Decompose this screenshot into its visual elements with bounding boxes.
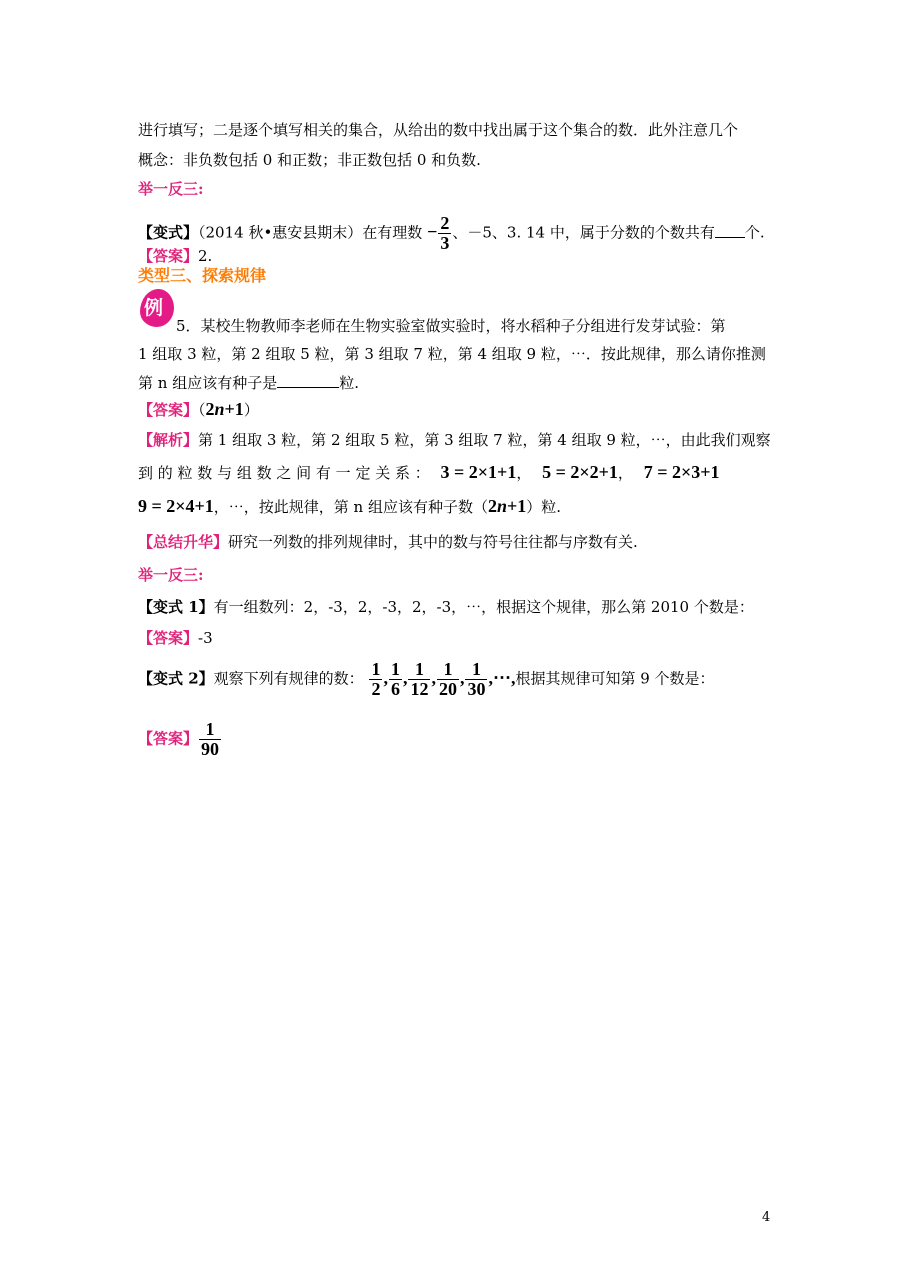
answer-v2-tag: 【答案】	[138, 729, 199, 748]
fraction-num: 2	[440, 213, 450, 233]
equation-2: 5 = 2×2+1	[542, 462, 618, 482]
seq-fraction-4	[437, 660, 459, 699]
problem5-line-2: 1 组取 3 粒，第 2 组取 5 粒，第 3 组取 7 粒，第 4 组取 9 粒，⋯．按此规律，那么请你推测	[138, 345, 766, 363]
equation-4: 9 = 2×4+1	[138, 496, 214, 516]
answer5-close: ）	[243, 401, 259, 419]
analysis5-line-2	[138, 461, 719, 484]
sep-2: ，	[617, 464, 633, 482]
answer5-expr-a: 2	[205, 399, 215, 419]
summary-tag: 【总结升华】	[138, 533, 229, 551]
answer-blank	[715, 222, 745, 238]
analysis-tag: 【解析】	[138, 431, 199, 449]
intro-line-1: 进行填写；二是逐个填写相关的集合，从给出的数中找出属于这个集合的数．此外注意几个	[138, 121, 739, 139]
variant-source: （2014 秋•惠安县期末）在有理数	[198, 223, 423, 242]
analysis-expr	[488, 496, 526, 516]
answer-v2-fraction	[199, 720, 221, 759]
answer-v1	[138, 627, 213, 649]
summary-text: 研究一列数的排列规律时，其中的数与符号往往都与序数有关.	[228, 533, 638, 551]
analysis-line3-end: ）粒.	[526, 498, 562, 516]
seq-fraction-3-den: 12	[410, 679, 429, 699]
answer-v1-value: -3	[198, 629, 213, 647]
answer5-expr-var: n	[214, 399, 225, 419]
seq-fraction-1-den: 2	[371, 679, 381, 699]
answer5	[138, 398, 259, 421]
problem5-blank	[277, 372, 339, 388]
seq-fraction-1-num: 1	[371, 659, 381, 679]
answer5-expr	[206, 399, 244, 419]
answer-v2-num: 1	[199, 720, 221, 740]
problem5-line-1: 5．某校生物教师李老师在生物实验室做实验时，将水稻种子分组进行发芽试验：第	[176, 317, 726, 335]
seq-fraction-2-num: 1	[390, 659, 400, 679]
practice-heading-2: 举一反三:	[138, 566, 204, 584]
fraction-two-thirds	[438, 214, 451, 253]
variant2	[138, 660, 715, 699]
answer5-open: （	[198, 401, 206, 419]
page-number: 4	[762, 1210, 771, 1225]
answer-v2-den: 90	[201, 739, 220, 759]
answer5-tag: 【答案】	[138, 401, 199, 419]
seq-fraction-5-den: 30	[467, 679, 486, 699]
variant2-text: 观察下列有规律的数：	[213, 669, 364, 688]
analysis-expr-b: +1	[507, 496, 527, 516]
seq-fraction-1	[369, 660, 382, 699]
seq-fraction-5-num: 1	[465, 660, 487, 680]
variant2-tag: 【变式 2】	[138, 669, 214, 688]
problem5-line3-start: 第 n 组应该有种子是	[138, 374, 278, 392]
variant1-tag: 【变式 1】	[138, 598, 214, 616]
seq-fraction-2-den: 6	[390, 679, 400, 699]
analysis-expr-var: n	[496, 496, 507, 516]
summary	[138, 531, 638, 553]
equation-1: 3 = 2×1+1	[440, 462, 517, 482]
fraction-den: 3	[440, 233, 450, 253]
problem5-line3-end: 粒.	[339, 374, 359, 392]
seq-fraction-3-num: 1	[408, 660, 430, 680]
variant-example	[138, 214, 765, 253]
seq-fraction-4-den: 20	[438, 679, 457, 699]
comma-3: ,	[431, 667, 436, 688]
analysis-line1: 第 1 组取 3 粒，第 2 组取 5 粒，第 3 组取 7 粒，第 4 组取 9 粒，⋯，由此我们观察	[198, 431, 771, 449]
variant1	[138, 596, 754, 618]
comma-1: ,	[383, 667, 388, 688]
analysis-line3-text: ，⋯，按此规律，第 n 组应该有种子数（	[213, 498, 488, 516]
analysis5-line-1	[138, 429, 771, 451]
sequence-ellipsis: ,⋯,	[488, 667, 516, 688]
type3-heading: 类型三、探索规律	[138, 266, 267, 285]
answer-tag: 【答案】	[138, 247, 199, 265]
seq-fraction-2	[389, 660, 402, 699]
variant-tag: 【变式】	[138, 223, 199, 242]
seq-fraction-5	[465, 660, 487, 699]
intro-line-2: 概念：非负数包括 0 和正数；非正数包括 0 和负数.	[138, 151, 481, 169]
variant-after: 、－5、3. 14 中，属于分数的个数共有	[452, 223, 715, 242]
analysis-line2-text: 到 的 粒 数 与 组 数 之 间 有 一 定 关 系 ：	[138, 464, 430, 482]
variant1-text: 有一组数列：2，-3，2，-3，2，-3，⋯，根据这个规律，那么第 2010 个数是：	[213, 598, 754, 616]
equation-3: 7 = 2×3+1	[643, 462, 720, 482]
answer-value: 2.	[198, 247, 213, 265]
seq-fraction-4-num: 1	[437, 660, 459, 680]
sep-1: ，	[516, 464, 532, 482]
answer5-expr-b: +1	[224, 399, 244, 419]
answer-v2	[138, 720, 222, 759]
example-icon	[138, 287, 176, 329]
example-icon-char: 例	[144, 297, 164, 319]
answer-v1-tag: 【答案】	[138, 629, 199, 647]
variant2-tail: 根据其规律可知第 9 个数是：	[515, 669, 715, 688]
analysis5-line-3	[138, 495, 561, 518]
seq-fraction-3	[408, 660, 430, 699]
comma-4: ,	[459, 667, 465, 688]
problem5-line-3	[138, 372, 359, 394]
variant-end: 个.	[744, 223, 765, 242]
neg-sign: −	[427, 221, 438, 242]
analysis-expr-a: 2	[487, 496, 497, 516]
comma-2: ,	[402, 667, 408, 688]
practice-heading-1: 举一反三:	[138, 180, 204, 198]
answer-example	[138, 245, 212, 267]
